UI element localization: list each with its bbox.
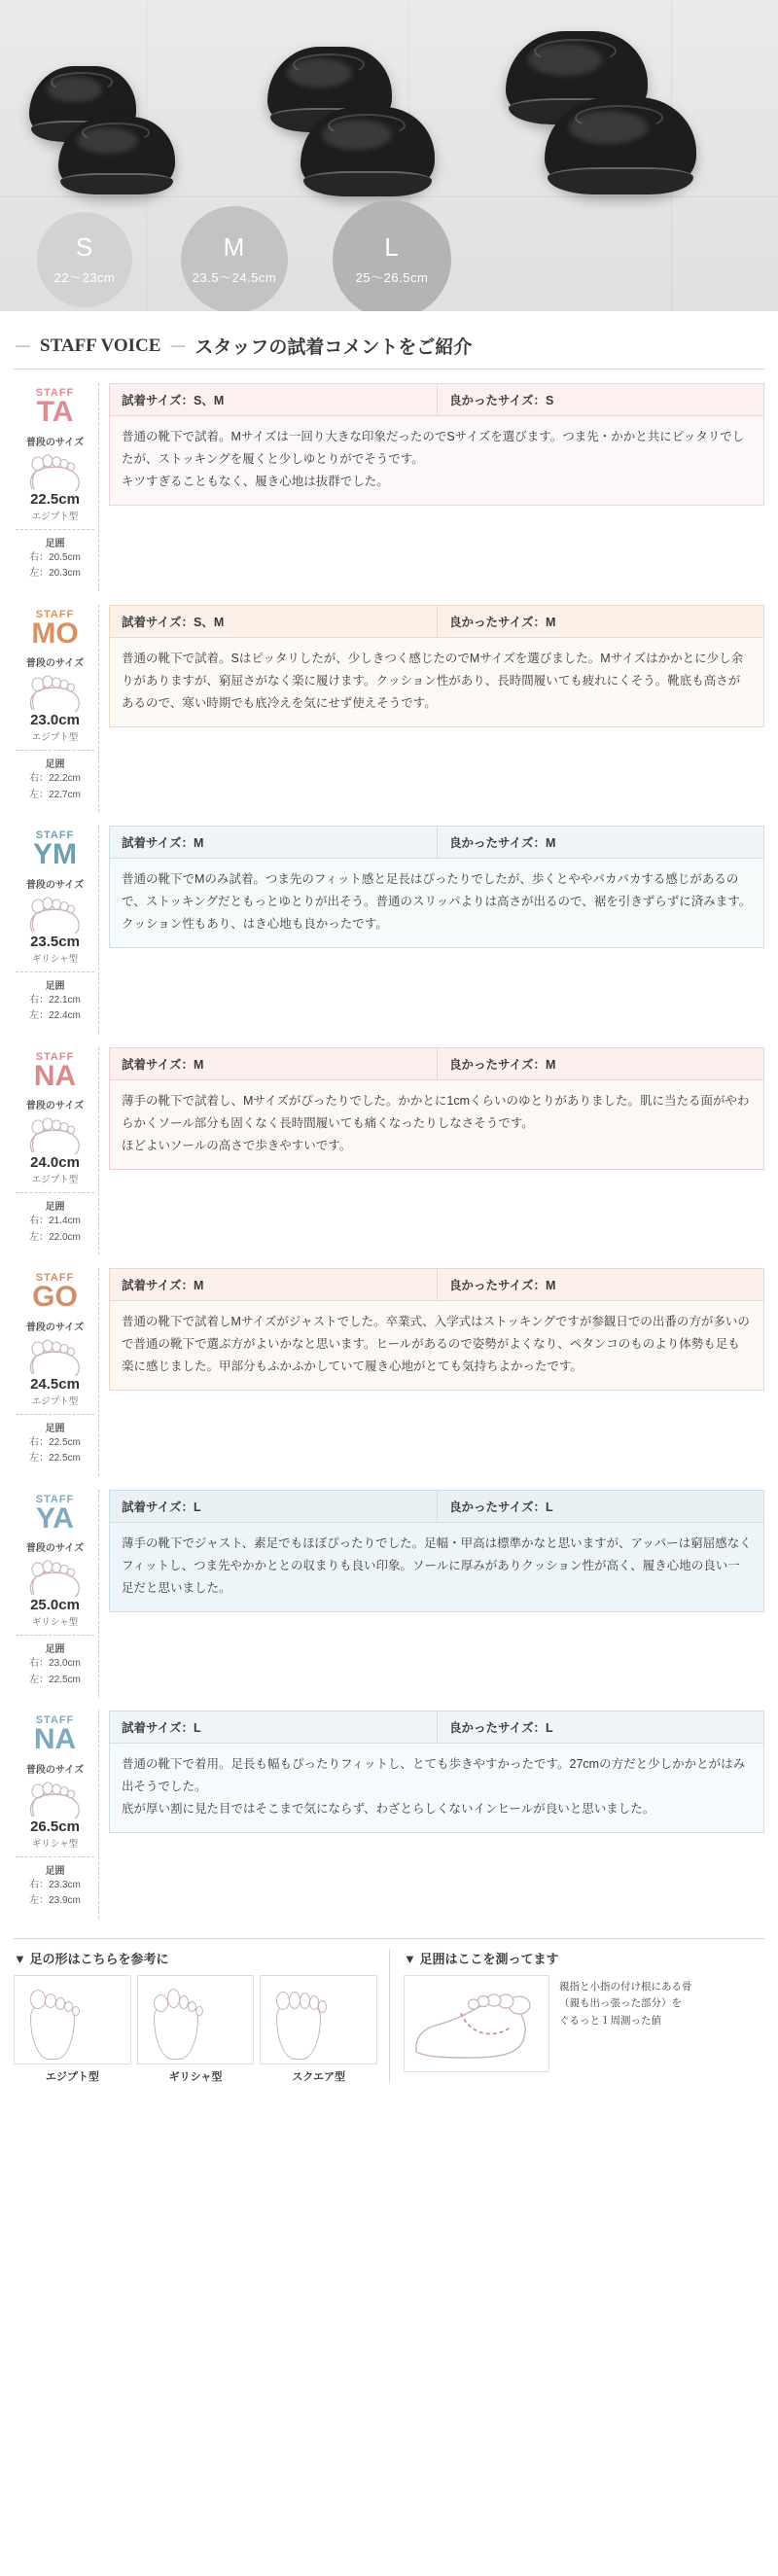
shoe-pair-s bbox=[29, 49, 204, 194]
foot-circ-left: 左：23.9cm bbox=[29, 1895, 81, 1906]
staff-comment-block bbox=[99, 605, 764, 813]
heading-title-jp: スタッフの試着コメントをご紹介 bbox=[194, 337, 473, 358]
staff-comment-text: 薄手の靴下でジャスト、素足でもほぼぴったりでした。足幅・甲高は標準かなと思いますが、アッパーは窮屈感なくフィットし、つま先やかかととの収まりも良い印象。ソールに厚みがありクッション性が高く、履き心地の良い一足だと思いました。 bbox=[109, 1523, 764, 1612]
foot-shape-title: ▼ 足の形はこちらを参考に bbox=[14, 1951, 169, 1966]
staff-comment-text: 普通の靴下でMのみ試着。つま先のフィット感と足長はぴったりでしたが、歩くとややパカパカする感じがあるので、ストッキングだともっとゆとりが出そう。普通のスリッパよりは高さが出るので、裾を引きずらずに済みます。クッション性もあり、はき心地も良かったです。 bbox=[109, 859, 764, 948]
staff-comment-text: 普通の靴下で試着しMサイズがジャストでした。卒業式、入学式はストッキングですが参観日での出番の方が多いので普通の靴下で選ぶ方がよいかなと思います。ヒールがあるので姿勢がよくなり、ペタンコのものより体勢も足も楽に感じました。甲部分もふかふかしていて履き心地がとても気持ちよかったです。 bbox=[109, 1301, 764, 1391]
foot-shape-icon bbox=[24, 1558, 87, 1597]
usual-size-label: 普段のサイズ bbox=[25, 658, 85, 669]
usual-size-value: 22.5cm bbox=[30, 490, 80, 508]
tried-size: 試着サイズ：L bbox=[122, 1721, 201, 1735]
heading-divider bbox=[14, 369, 764, 370]
size-summary-bar bbox=[109, 1047, 764, 1080]
staff-comment-text: 薄手の靴下で試着し、Mサイズがぴったりでした。かかとに1cmくらいのゆとりがありました。肌に当たる面がやわらかくソール部分も固くなく長時間履いても痛くなったりしなさそうです。 ほどよいソールの高さで歩きやすいです。 bbox=[109, 1080, 764, 1170]
foot-circ-title: ▼ 足囲はここを測ってます bbox=[404, 1951, 559, 1966]
usual-size-value: 25.0cm bbox=[30, 1597, 80, 1613]
size-summary-bar bbox=[109, 826, 764, 859]
staff-comment-block bbox=[99, 383, 764, 591]
tried-size: 試着サイズ：S、M bbox=[122, 615, 225, 629]
heading-dash-left: － bbox=[14, 337, 33, 358]
foot-circ-right: 右：22.1cm bbox=[29, 994, 81, 1006]
foot-circ-label: 足囲 bbox=[16, 1414, 94, 1434]
foot-circumference-reference bbox=[389, 1949, 764, 2084]
foot-circ-left: 左：22.4cm bbox=[29, 1010, 81, 1021]
foot-circ-right: 右：22.2cm bbox=[29, 773, 81, 784]
staff-name: YM bbox=[33, 838, 77, 870]
foot-circ-right: 右：20.5cm bbox=[29, 551, 81, 563]
staff-label: STAFF bbox=[35, 1050, 75, 1063]
good-size: 良かったサイズ：M bbox=[437, 1048, 763, 1079]
foot-circ-right: 右：23.0cm bbox=[29, 1658, 81, 1669]
staff-review-row bbox=[14, 605, 764, 813]
foot-circ-left: 左：22.7cm bbox=[29, 789, 81, 800]
foot-circ-label: 足囲 bbox=[16, 1635, 94, 1655]
foot-circ-left: 左：22.0cm bbox=[29, 1231, 81, 1243]
staff-profile bbox=[14, 1490, 99, 1698]
size-letter: L bbox=[384, 231, 400, 262]
staff-review-row bbox=[14, 826, 764, 1034]
staff-review-row bbox=[14, 1268, 764, 1476]
foot-shape-icon bbox=[24, 1115, 87, 1154]
staff-name: NA bbox=[33, 1723, 77, 1755]
foot-type-value: エジプト型 bbox=[31, 1395, 79, 1407]
usual-size-label: 普段のサイズ bbox=[25, 1322, 85, 1333]
size-letter: M bbox=[223, 231, 246, 262]
foot-type-value: エジプト型 bbox=[31, 1175, 79, 1185]
usual-size-label: 普段のサイズ bbox=[25, 437, 85, 448]
foot-type-label: ギリシャ型 bbox=[168, 2070, 223, 2083]
staff-label: STAFF bbox=[35, 387, 75, 399]
foot-side-diagram bbox=[405, 1976, 550, 2073]
staff-comment-text: 普通の靴下で着用。足長も幅もぴったりフィットし、とても歩きやすかったです。27cmの方だと少しかかとがはみ出そうでした。 底が厚い割に見た目ではそこまで気にならず、わざとらしくないインヒールが良いと思いました。 bbox=[109, 1744, 764, 1833]
staff-profile bbox=[14, 1047, 99, 1255]
size-summary-bar bbox=[109, 1268, 764, 1301]
foot-measure-note: 親指と小指の付け根にある骨 （親も出っ張った部分）を ぐるっと１周測った値 bbox=[559, 1980, 692, 2028]
usual-size-value: 24.5cm bbox=[30, 1375, 80, 1393]
good-size: 良かったサイズ：S bbox=[437, 384, 763, 415]
usual-size-label: 普段のサイズ bbox=[25, 1764, 85, 1776]
foot-type-value: ギリシャ型 bbox=[31, 953, 79, 965]
foot-measure-diagram bbox=[404, 1975, 549, 2072]
usual-size-label: 普段のサイズ bbox=[25, 879, 85, 891]
staff-profile bbox=[14, 826, 99, 1034]
staff-name: NA bbox=[33, 1059, 77, 1092]
staff-profile bbox=[14, 1711, 99, 1919]
staff-review-row bbox=[14, 1490, 764, 1698]
good-size: 良かったサイズ：L bbox=[437, 1711, 763, 1743]
foot-circ-label: 足囲 bbox=[16, 1856, 94, 1877]
tried-size: 試着サイズ：L bbox=[122, 1500, 201, 1514]
foot-type-value: ギリシャ型 bbox=[31, 1838, 79, 1850]
staff-comment-text: 普通の靴下で試着。Sはピッタリしたが、少しきつく感じたのでMサイズを選びました。Mサイズはかかとに少し余りがありますが、窮屈さがなく楽に履けます。クッション性があり、長時間履いても疲れにくそう。靴底も高さがあるので、寒い時期でも底冷えを気にせず使えそうです。 bbox=[109, 638, 764, 727]
size-range: 25〜26.5cm bbox=[355, 269, 429, 285]
heading-dash-right: － bbox=[168, 337, 188, 358]
foot-circ-left: 左：22.5cm bbox=[29, 1453, 81, 1464]
usual-size-label: 普段のサイズ bbox=[25, 1543, 85, 1554]
staff-review-row bbox=[14, 1047, 764, 1255]
staff-profile bbox=[14, 383, 99, 591]
tried-size: 試着サイズ：M bbox=[122, 1057, 204, 1072]
staff-review-row bbox=[14, 383, 764, 591]
foot-type-greek bbox=[137, 1975, 255, 2084]
staff-comment-block bbox=[99, 1268, 764, 1476]
good-size: 良かったサイズ：M bbox=[437, 827, 763, 858]
foot-type-label: エジプト型 bbox=[45, 2070, 99, 2083]
foot-circ-left: 左：22.5cm bbox=[29, 1674, 81, 1685]
usual-size-value: 24.0cm bbox=[30, 1154, 80, 1171]
staff-name: TA bbox=[36, 396, 74, 428]
tried-size: 試着サイズ：M bbox=[122, 836, 204, 850]
foot-shape-icon bbox=[24, 1337, 87, 1376]
foot-circ-label: 足囲 bbox=[16, 971, 94, 992]
good-size: 良かったサイズ：M bbox=[437, 1269, 763, 1300]
foot-type-label: スクエア型 bbox=[292, 2070, 346, 2083]
staff-comment-block bbox=[99, 1711, 764, 1919]
staff-label: STAFF bbox=[35, 1714, 75, 1726]
size-summary-bar bbox=[109, 605, 764, 638]
size-badge-l bbox=[333, 200, 451, 311]
usual-size-label: 普段のサイズ bbox=[25, 1101, 85, 1112]
foot-shape-icon bbox=[24, 452, 87, 491]
foot-circ-left: 左：20.3cm bbox=[29, 568, 81, 579]
good-size: 良かったサイズ：L bbox=[437, 1491, 763, 1522]
foot-shape-icon bbox=[24, 1780, 87, 1818]
staff-name: GO bbox=[32, 1281, 78, 1313]
size-badge-m bbox=[181, 206, 288, 311]
size-summary-bar bbox=[109, 1711, 764, 1744]
size-badge-s bbox=[37, 212, 132, 307]
staff-comment-block bbox=[99, 1047, 764, 1255]
staff-comment-block bbox=[99, 1490, 764, 1698]
staff-label: STAFF bbox=[35, 608, 75, 620]
hero-shoe-photo bbox=[0, 0, 778, 311]
foot-type-value: ギリシャ型 bbox=[31, 1617, 79, 1628]
staff-name: MO bbox=[31, 617, 79, 650]
staff-label: STAFF bbox=[35, 1493, 75, 1505]
foot-type-value: エジプト型 bbox=[31, 732, 79, 743]
usual-size-value: 26.5cm bbox=[30, 1817, 80, 1835]
usual-size-value: 23.5cm bbox=[30, 933, 80, 950]
heading-title-en: STAFF VOICE bbox=[40, 335, 161, 356]
footer-reference bbox=[14, 1938, 764, 2084]
shoe-pair-l bbox=[506, 23, 739, 198]
foot-type-value: エジプト型 bbox=[31, 511, 79, 522]
staff-name: YA bbox=[36, 1501, 74, 1535]
foot-shape-icon bbox=[24, 895, 87, 934]
staff-label: STAFF bbox=[35, 829, 75, 841]
staff-label: STAFF bbox=[35, 1272, 75, 1284]
foot-circ-label: 足囲 bbox=[16, 1192, 94, 1213]
size-range: 22〜23cm bbox=[53, 269, 116, 285]
size-letter: S bbox=[75, 231, 94, 262]
size-summary-bar bbox=[109, 383, 764, 416]
staff-profile bbox=[14, 1268, 99, 1476]
staff-profile bbox=[14, 605, 99, 813]
foot-circ-right: 右：21.4cm bbox=[29, 1216, 81, 1226]
usual-size-value: 23.0cm bbox=[30, 712, 80, 728]
foot-type-square bbox=[260, 1975, 377, 2084]
size-range: 23.5〜24.5cm bbox=[192, 269, 277, 285]
staff-review-row bbox=[14, 1711, 764, 1919]
foot-shape-reference bbox=[14, 1949, 389, 2084]
staff-comment-block bbox=[99, 826, 764, 1034]
tried-size: 試着サイズ：S、M bbox=[122, 394, 225, 407]
tried-size: 試着サイズ：M bbox=[122, 1279, 204, 1292]
good-size: 良かったサイズ：M bbox=[437, 606, 763, 637]
shoe-pair-m bbox=[267, 35, 462, 200]
staff-review-list bbox=[0, 383, 778, 1919]
size-summary-bar bbox=[109, 1490, 764, 1523]
foot-circ-right: 右：23.3cm bbox=[29, 1879, 81, 1890]
foot-shape-icon bbox=[24, 673, 87, 712]
staff-comment-text: 普通の靴下で試着。Mサイズは一回り大きな印象だったのでSサイズを選びます。つま先・かかと共にピッタリでしたが、ストッキングを履くと少しゆとりがでそうです。 キツすぎることもなく、履き心地は抜群でした。 bbox=[109, 416, 764, 506]
foot-circ-label: 足囲 bbox=[16, 750, 94, 770]
foot-circ-right: 右：22.5cm bbox=[29, 1436, 81, 1448]
foot-type-egypt bbox=[14, 1975, 131, 2084]
foot-circ-label: 足囲 bbox=[16, 529, 94, 549]
staff-voice-heading bbox=[0, 311, 778, 369]
